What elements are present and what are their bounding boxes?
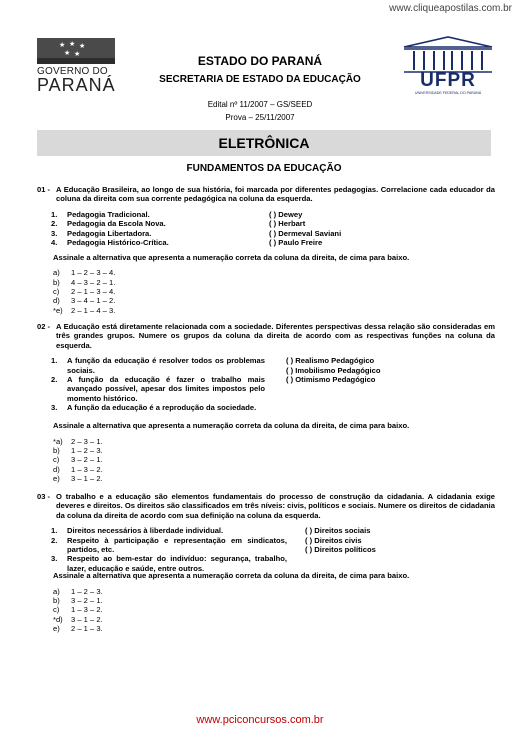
matching-columns	[37, 356, 495, 416]
alternative-d[interactable]: d) 1 – 3 – 2.	[53, 464, 103, 474]
alternative-a[interactable]: a) 1 – 2 – 3 – 4.	[53, 268, 116, 278]
state-heading: ESTADO DO PARANÁ	[197, 54, 323, 68]
alternative-b[interactable]: b) 3 – 2 – 1.	[53, 596, 103, 606]
right-item[interactable]: ( ) Imobilismo Pedagógico	[286, 365, 381, 375]
logo-text-parana: PARANÁ	[37, 75, 116, 95]
left-item: 1. Direitos necessários à liberdade individual.	[51, 526, 224, 536]
secretary-heading: SECRETARIA DE ESTADO DA EDUCAÇÃO	[159, 74, 361, 85]
question-text: O trabalho e a educação são elementos fundamentais do processo de construção da cidadania. A cidadania exige deveres e direitos. Os direitos são classificados em três níveis: civis, políticos e sociais. Numere os direitos de cidadania da coluna da direita de acordo com sua definição na coluna da esquerda.	[56, 492, 495, 520]
right-item[interactable]: ( ) Herbart	[269, 219, 306, 229]
stars-banner: ★ ★ ★ ★ ★	[37, 38, 115, 64]
alternative-c[interactable]: c) 3 – 2 – 1.	[53, 455, 103, 465]
right-item[interactable]: ( ) Direitos civis	[305, 535, 362, 545]
question-number: 01 -	[37, 185, 51, 194]
question-text: A Educação Brasileira, ao longo de sua história, foi marcada por diferentes pedagogias. Correlacione cada educador da coluna da direita com sua corrente pedagógica na coluna da esquerda.	[56, 185, 495, 204]
alternative-d[interactable]: *d) 3 – 1 – 2.	[53, 614, 103, 624]
right-item[interactable]: ( ) Direitos políticos	[305, 545, 376, 555]
right-column	[305, 526, 485, 554]
exam-title: ELETRÔNICA	[37, 130, 491, 156]
right-item[interactable]: ( ) Direitos sociais	[305, 526, 371, 536]
question-03	[37, 492, 495, 634]
alternative-e[interactable]: e) 2 – 1 – 3.	[53, 624, 103, 634]
left-item: 1. Pedagogia Tradicional.	[51, 209, 150, 219]
question-text: A Educação está diretamente relacionada com a sociedade. Diferentes perspectivas dessa relação são consideradas em três grandes grupos. Numere os grupos da coluna da direita de acordo com as respectivas funções na coluna da esquerda.	[56, 322, 495, 350]
footer-url[interactable]: www.pciconcursos.com.br	[196, 714, 324, 726]
left-item: 2. Respeito à participação e representação em sindicatos, partidos, etc.	[51, 535, 287, 555]
left-item: 1. A função da educação é resolver todos os problemas sociais.	[51, 356, 265, 375]
question-stem	[37, 492, 495, 520]
watermark-url: www.cliqueapostilas.com.br	[389, 3, 512, 14]
left-column	[37, 356, 265, 412]
alternative-c[interactable]: c) 2 – 1 – 3 – 4.	[53, 287, 116, 297]
left-item: 2. A função da educação é fazer o trabalho mais avançado possível, apesar dos limites impostos pelo momento histórico.	[51, 375, 265, 403]
right-column	[286, 356, 486, 384]
alternative-e[interactable]: *e) 2 – 1 – 4 – 3.	[53, 305, 116, 315]
right-item[interactable]: ( ) Dermeval Saviani	[269, 228, 342, 238]
right-column	[269, 210, 469, 248]
matching-columns	[37, 526, 495, 573]
question-stem	[37, 322, 495, 350]
left-item: 4. Pedagogia Histórico-Crítica.	[51, 238, 169, 248]
logo-text-governo: GOVERNO DO	[37, 66, 108, 77]
ufpr-name: UFPR	[420, 70, 476, 91]
alternative-b[interactable]: b) 1 – 2 – 3.	[53, 446, 103, 456]
edital-line: Edital nº 11/2007 – GS/SEED	[207, 100, 313, 109]
alternative-b[interactable]: b) 4 – 3 – 2 – 1.	[53, 277, 116, 287]
alternative-e[interactable]: e) 3 – 1 – 2.	[53, 474, 103, 484]
alternative-a[interactable]: a) 1 – 2 – 3.	[53, 586, 103, 596]
subject-heading: FUNDAMENTOS DA EDUCAÇÃO	[186, 163, 342, 174]
question-number: 02 -	[37, 322, 51, 331]
instruction-text: Assinale a alternativa que apresenta a numeração correta da coluna da direita, de cima para baixo.	[53, 252, 410, 262]
right-item[interactable]: ( ) Dewey	[269, 209, 303, 219]
exam-date-line: Prova – 25/11/2007	[225, 113, 295, 122]
governo-parana-logo	[37, 38, 121, 96]
question-01	[37, 185, 495, 315]
matching-columns	[37, 210, 495, 248]
instruction-text: Assinale a alternativa que apresenta a numeração correta da coluna da direita, de cima para baixo.	[53, 571, 410, 581]
left-item: 3. Pedagogia Libertadora.	[51, 228, 152, 238]
question-stem	[37, 185, 495, 204]
alternatives-list	[37, 587, 495, 634]
left-item: 3. Respeito ao bem-estar do indivíduo: segurança, trabalho, lazer, educação e saúde, entre outros.	[51, 554, 287, 573]
question-02	[37, 322, 495, 484]
ufpr-logo	[400, 34, 496, 98]
right-item[interactable]: ( ) Otimismo Pedagógico	[286, 375, 376, 385]
alternatives-list	[37, 437, 495, 484]
alternatives-list	[37, 268, 495, 315]
alternative-a[interactable]: *a) 2 – 3 – 1.	[53, 436, 103, 446]
left-column	[37, 526, 287, 573]
question-number: 03 -	[37, 492, 51, 501]
instruction-text: Assinale a alternativa que apresenta a numeração correta da coluna da direita, de cima para baixo.	[53, 421, 410, 431]
alternative-d[interactable]: d) 3 – 4 – 1 – 2.	[53, 296, 116, 306]
left-item: 2. Pedagogia da Escola Nova.	[51, 219, 166, 229]
left-column	[37, 210, 267, 248]
alternative-c[interactable]: c) 1 – 3 – 2.	[53, 605, 103, 615]
left-item: 3. A função da educação é a reprodução da sociedade.	[51, 403, 257, 413]
right-item[interactable]: ( ) Realismo Pedagógico	[286, 356, 375, 366]
ufpr-subtitle: UNIVERSIDADE FEDERAL DO PARANÁ	[414, 91, 482, 95]
right-item[interactable]: ( ) Paulo Freire	[269, 238, 323, 248]
